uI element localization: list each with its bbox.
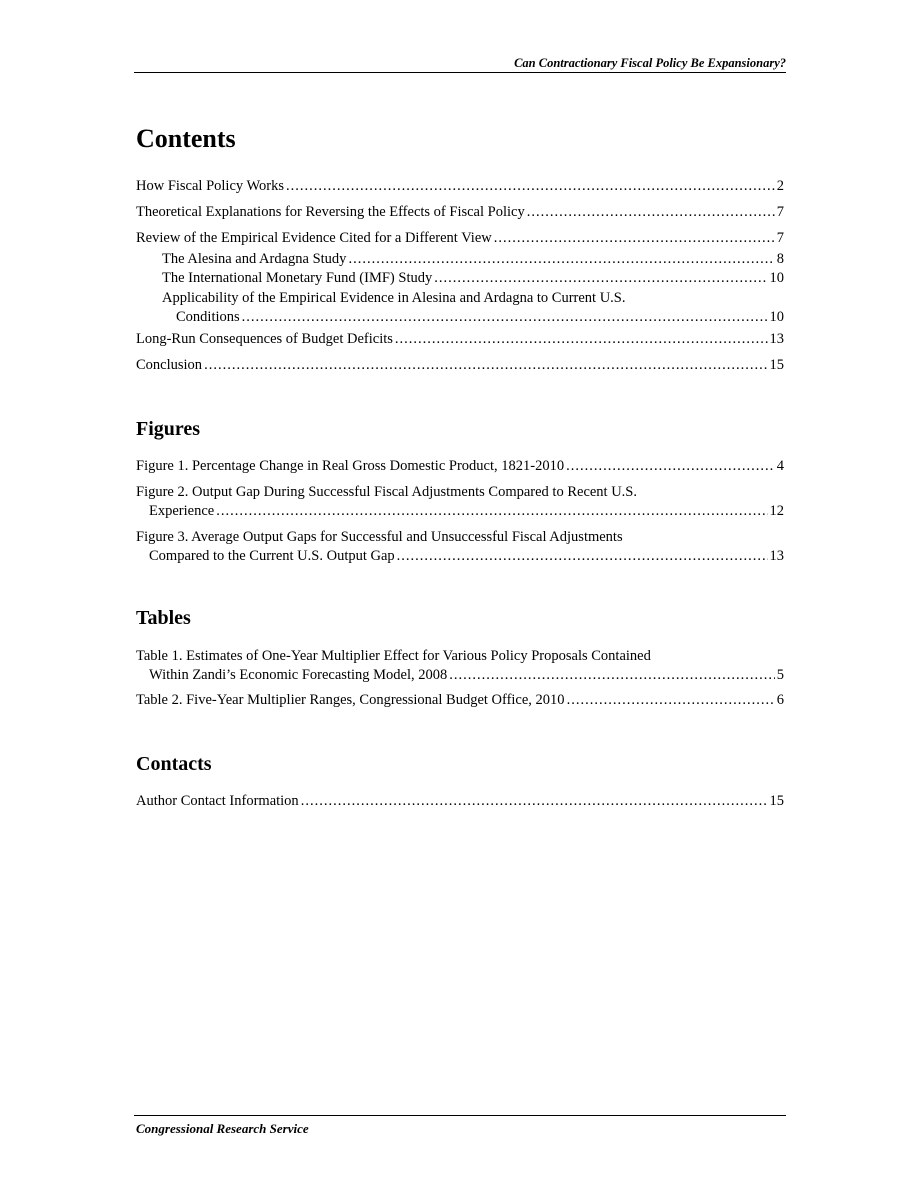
contacts-heading: Contacts xyxy=(136,753,212,775)
toc-entry[interactable]: Theoretical Explanations for Reversing the Effects of Fiscal Policy ..... 7 xyxy=(136,203,784,222)
figure-entry[interactable]: Figure 1. Percentage Change in Real Gross Domestic Product, 1821-2010 ..... 4 xyxy=(136,457,784,476)
contact-entry[interactable]: Author Contact Information ..... 15 xyxy=(136,792,784,811)
contents-heading: Contents xyxy=(136,124,236,153)
footer-text: Congressional Research Service xyxy=(136,1121,309,1136)
toc-subentry[interactable]: The International Monetary Fund (IMF) Study ..... 10 xyxy=(162,269,784,288)
tables-heading: Tables xyxy=(136,607,191,629)
toc-entry[interactable]: How Fiscal Policy Works ..... 2 xyxy=(136,177,784,196)
running-header: Can Contractionary Fiscal Policy Be Expansionary? xyxy=(514,56,786,70)
header-rule xyxy=(134,72,786,73)
toc-subentry[interactable]: Applicability of the Empirical Evidence in Alesina and Ardagna to Current U.S. Conditions ..... 10 xyxy=(162,289,784,327)
toc-entry[interactable]: Review of the Empirical Evidence Cited for a Different View ..... 7 xyxy=(136,229,784,248)
figure-entry[interactable]: Figure 3. Average Output Gaps for Successful and Unsuccessful Fiscal Adjustments Compared to the Current U.S. Output Gap ..... 13 xyxy=(136,528,784,566)
table-entry[interactable]: Table 2. Five-Year Multiplier Ranges, Congressional Budget Office, 2010 ..... 6 xyxy=(136,691,784,710)
figure-entry[interactable]: Figure 2. Output Gap During Successful Fiscal Adjustments Compared to Recent U.S. Experience ..... 12 xyxy=(136,483,784,521)
toc-subentry[interactable]: The Alesina and Ardagna Study ..... 8 xyxy=(162,250,784,269)
table-entry[interactable]: Table 1. Estimates of One-Year Multiplier Effect for Various Policy Proposals Contained Within Zandi’s Economic Forecasting Model, 2008 ..... 5 xyxy=(136,647,784,685)
footer-rule xyxy=(134,1115,786,1116)
toc-entry[interactable]: Long-Run Consequences of Budget Deficits ..... 13 xyxy=(136,330,784,349)
toc-entry[interactable]: Conclusion ..... 15 xyxy=(136,356,784,375)
figures-heading: Figures xyxy=(136,418,201,440)
